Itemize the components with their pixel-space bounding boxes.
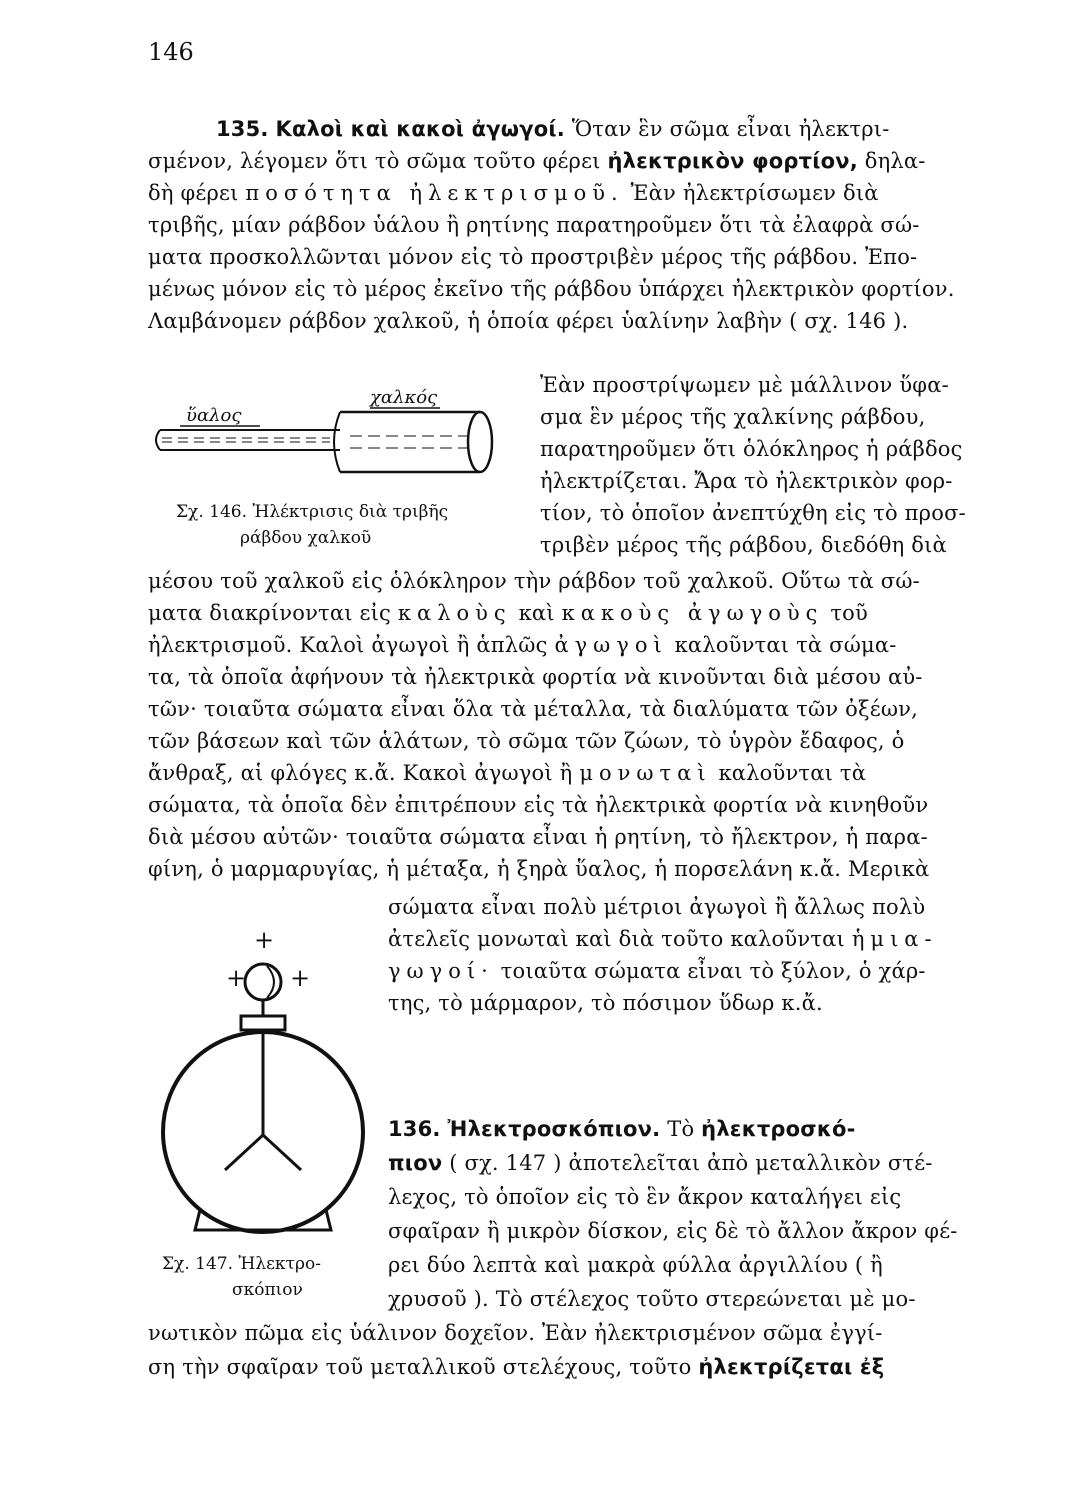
- section-136-line-5: ρει δύο λεπτὰ καὶ μακρὰ φύλλα ἀργιλλίου ( ἢ: [388, 1253, 883, 1277]
- section-135-line-7: Λαμβάνομεν ράβδον χαλκοῦ, ἡ ὁποία φέρει ὑαλίνην λαβὴν ( σχ. 146 ).: [148, 309, 909, 333]
- section-135-right-line-1: Ἐὰν προστρίψωμεν μὲ μάλλινον ὕφα-: [540, 373, 949, 397]
- section-136-line-6: χρυσοῦ ). Τὸ στέλεχος τοῦτο στερεώνεται μὲ μο-: [388, 1287, 916, 1311]
- section-136-line-2: πιον ( σχ. 147 ) ἀποτελεῖται ἀπὸ μεταλλικὸν στέ-: [388, 1151, 933, 1175]
- figure-146-drawing: [150, 380, 510, 490]
- section-135-line-6: μένως μόνον εἰς τὸ μέρος ἐκεῖνο τῆς ράβδου ὑπάρχει ἠλεκτρικὸν φορτίον.: [148, 277, 955, 301]
- figure-147-plus-left: +: [226, 964, 247, 992]
- section-135-right-line-4: ἠλεκτρίζεται. Ἄρα τὸ ἠλεκτρικὸν φορ-: [540, 469, 953, 493]
- section-135-right-line-6: τριβὲν μέρος τῆς ράβδου, διεδόθη διὰ: [540, 533, 947, 557]
- section-135-right2-line-3: γωγοί· τοιαῦτα σώματα εἶναι τὸ ξύλον, ὁ χάρ-: [388, 959, 926, 983]
- section-136-line-1: 136. Ἠλεκτροσκόπιον. Τὸ ἠλεκτροσκό-: [388, 1117, 856, 1141]
- section-135-title: Καλοὶ καὶ κακοὶ ἀγωγοί.: [275, 117, 565, 141]
- section-135-full-line-1: μέσου τοῦ χαλκοῦ εἰς ὁλόκληρον τὴν ράβδον τοῦ χαλκοῦ. Οὕτω τὰ σώ-: [148, 569, 920, 593]
- section-135-full-line-8: σώματα, τὰ ὁποῖα δὲν ἐπιτρέπουν εἰς τὰ ἠλεκτρικὰ φορτία νὰ κινηθοῦν: [148, 793, 929, 817]
- section-135-full-line-3: ἠλεκτρισμοῦ. Καλοὶ ἀγωγοὶ ἢ ἁπλῶς ἀγωγοὶ καλοῦνται τὰ σώμα-: [148, 633, 897, 657]
- figure-146-caption-1: Σχ. 146. Ἠλέκτρισις διὰ τριβῆς: [176, 502, 449, 522]
- section-135-line-1: 135. Καλοὶ καὶ κακοὶ ἀγωγοί. Ὅταν ἓν σῶμα εἶναι ἠλεκτρι-: [216, 117, 890, 141]
- section-135-number: 135.: [216, 117, 269, 141]
- section-136-line-7: νωτικὸν πῶμα εἰς ὑάλινον δοχεῖον. Ἐὰν ἠλεκτρισμένον σῶμα ἐγγί-: [148, 1321, 883, 1345]
- figure-147-plus-top: +: [254, 926, 275, 954]
- section-135-line-2: σμένον, λέγομεν ὅτι τὸ σῶμα τοῦτο φέρει ἠλεκτρικὸν φορτίον, δηλα-: [148, 149, 926, 173]
- figure-147-drawing: [155, 926, 375, 1250]
- section-135-full-line-4: τα, τὰ ὁποῖα ἀφήνουν τὰ ἠλεκτρικὰ φορτία νὰ κινοῦνται διὰ μέσου αὐ-: [148, 665, 923, 689]
- figure-147-plus-right: +: [290, 964, 311, 992]
- section-136-number: 136.: [388, 1117, 441, 1141]
- section-135-right2-line-1: σώματα εἶναι πολὺ μέτριοι ἀγωγοὶ ἢ ἄλλως πολὺ: [388, 895, 926, 919]
- section-136-line-8: ση τὴν σφαῖραν τοῦ μεταλλικοῦ στελέχους, τοῦτο ἠλεκτρίζεται ἐξ: [148, 1355, 885, 1379]
- figure-146-label-glass: ὕαλος: [186, 405, 242, 426]
- section-135-right2-line-4: της, τὸ μάρμαρον, τὸ πόσιμον ὕδωρ κ.ἄ.: [388, 991, 823, 1015]
- figure-147-caption-2: σκόπιον: [232, 1280, 303, 1300]
- section-135-full-line-9: διὰ μέσου αὐτῶν· τοιαῦτα σώματα εἶναι ἡ ρητίνη, τὸ ἤλεκτρον, ἡ παρα-: [148, 825, 928, 849]
- figure-146-label-copper: χαλκός: [370, 387, 438, 408]
- section-135-line-4: τριβῆς, μίαν ράβδον ὑάλου ἢ ρητίνης παρατηροῦμεν ὅτι τὰ ἐλαφρὰ σώ-: [148, 213, 920, 237]
- section-135-full-line-6: τῶν βάσεων καὶ τῶν ἁλάτων, τὸ σῶμα τῶν ζώων, τὸ ὑγρὸν ἔδαφος, ὁ: [148, 729, 905, 753]
- page-number: 146: [148, 38, 194, 66]
- section-135-line-5: ματα προσκολλῶνται μόνον εἰς τὸ προστριβὲν μέρος τῆς ράβδου. Ἐπο-: [148, 245, 918, 269]
- section-136-title: Ἠλεκτροσκόπιον.: [447, 1117, 661, 1141]
- section-135-right-line-5: τίον, τὸ ὁποῖον ἀνεπτύχθη εἰς τὸ προσ-: [540, 501, 966, 525]
- section-135-right-line-2: σμα ἓν μέρος τῆς χαλκίνης ράβδου,: [540, 405, 926, 429]
- section-136-line-3: λεχος, τὸ ὁποῖον εἰς τὸ ἓν ἄκρον καταλήγει εἰς: [388, 1185, 902, 1209]
- figure-146-caption-2: ράβδου χαλκοῦ: [240, 528, 372, 548]
- figure-147-caption-1: Σχ. 147. Ἠλεκτρο-: [162, 1254, 321, 1274]
- section-135-full-line-7: ἄνθραξ, αἱ φλόγες κ.ἄ. Κακοὶ ἀγωγοὶ ἢ μονωταὶ καλοῦνται τὰ: [148, 761, 867, 785]
- section-135-line-3: δὴ φέρει ποσότητα ἠλεκτρισμοῦ. Ἐὰν ἠλεκτρίσωμεν διὰ: [148, 181, 879, 205]
- section-135-full-line-10: φίνη, ὁ μαρμαρυγίας, ἡ μέταξα, ἡ ξηρὰ ὕαλος, ἡ πορσελάνη κ.ἄ. Μερικὰ: [148, 857, 930, 881]
- section-135-full-line-5: τῶν· τοιαῦτα σώματα εἶναι ὅλα τὰ μέταλλα, τὰ διαλύματα τῶν ὀξέων,: [148, 697, 919, 721]
- section-135-right-line-3: παρατηροῦμεν ὅτι ὁλόκληρος ἡ ράβδος: [540, 437, 963, 461]
- section-135-right2-line-2: ἀτελεῖς μονωταὶ καὶ διὰ τοῦτο καλοῦνται ἡμια-: [388, 927, 938, 951]
- section-135-full-line-2: ματα διακρίνονται εἰς καλοὺς καὶ κακοὺς ἀγωγοὺς τοῦ: [148, 601, 868, 625]
- section-136-line-4: σφαῖραν ἢ μικρὸν δίσκον, εἰς δὲ τὸ ἄλλον ἄκρον φέ-: [388, 1219, 958, 1243]
